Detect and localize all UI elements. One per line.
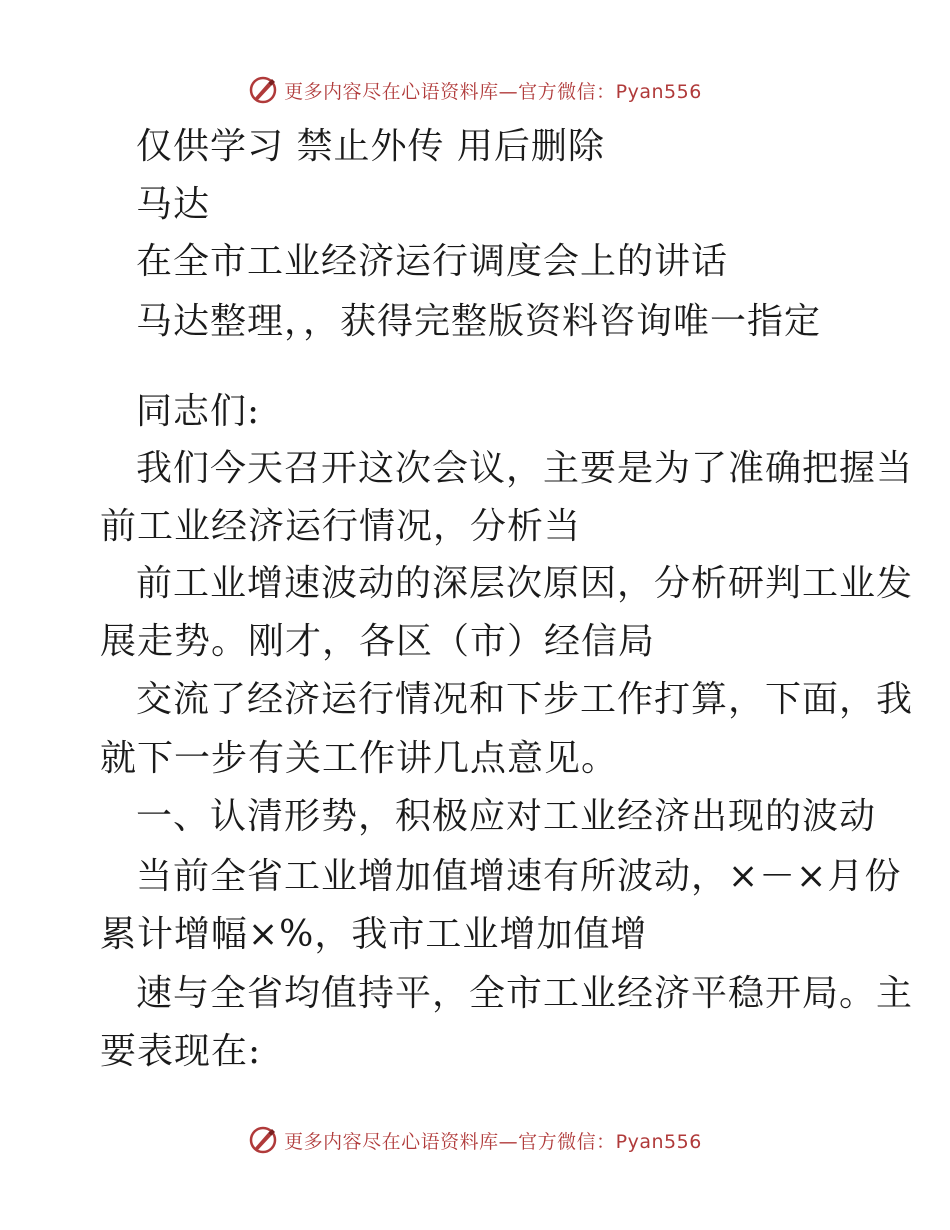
pen-logo-icon xyxy=(248,75,278,105)
compiler-line: 马达整理，，获得完整版资料咨询唯一指定 xyxy=(136,301,822,342)
notice-line: 仅供学习 禁止外传 用后删除 xyxy=(136,126,605,167)
paragraph-line: 就下一步有关工作讲几点意见。 xyxy=(100,738,619,779)
paragraph-line: 交流了经济运行情况和下步工作打算，下面，我 xyxy=(136,679,914,720)
speech-title: 在全市工业经济运行调度会上的讲话 xyxy=(136,241,729,282)
paragraph-line: 累计增幅×%，我市工业增加值增 xyxy=(100,914,648,955)
watermark-text: 更多内容尽在心语资料库—官方微信：Pyan556 xyxy=(284,1130,702,1153)
watermark-text: 更多内容尽在心语资料库—官方微信：Pyan556 xyxy=(284,80,702,103)
paragraph-line: 前工业经济运行情况，分析当 xyxy=(100,506,582,547)
paragraph-line: 前工业增速波动的深层次原因，分析研判工业发 xyxy=(136,563,914,604)
paragraph-line: 速与全省均值持平，全市工业经济平稳开局。主 xyxy=(136,973,914,1014)
paragraph-line: 我们今天召开这次会议，主要是为了准确把握当 xyxy=(136,448,914,489)
pen-logo-icon xyxy=(248,1125,278,1155)
paragraph-line: 当前全省工业增加值增速有所波动，×－×月份 xyxy=(136,856,902,897)
watermark-banner-bottom xyxy=(0,1120,950,1160)
section-heading: 一、认清形势，积极应对工业经济出现的波动 xyxy=(136,796,877,837)
paragraph-line: 展走势。刚才，各区（市）经信局 xyxy=(100,621,656,662)
watermark-banner-top xyxy=(0,70,950,110)
paragraph-line: 要表现在: xyxy=(100,1031,262,1072)
author-line: 马达 xyxy=(136,184,211,225)
salutation: 同志们: xyxy=(136,391,261,432)
